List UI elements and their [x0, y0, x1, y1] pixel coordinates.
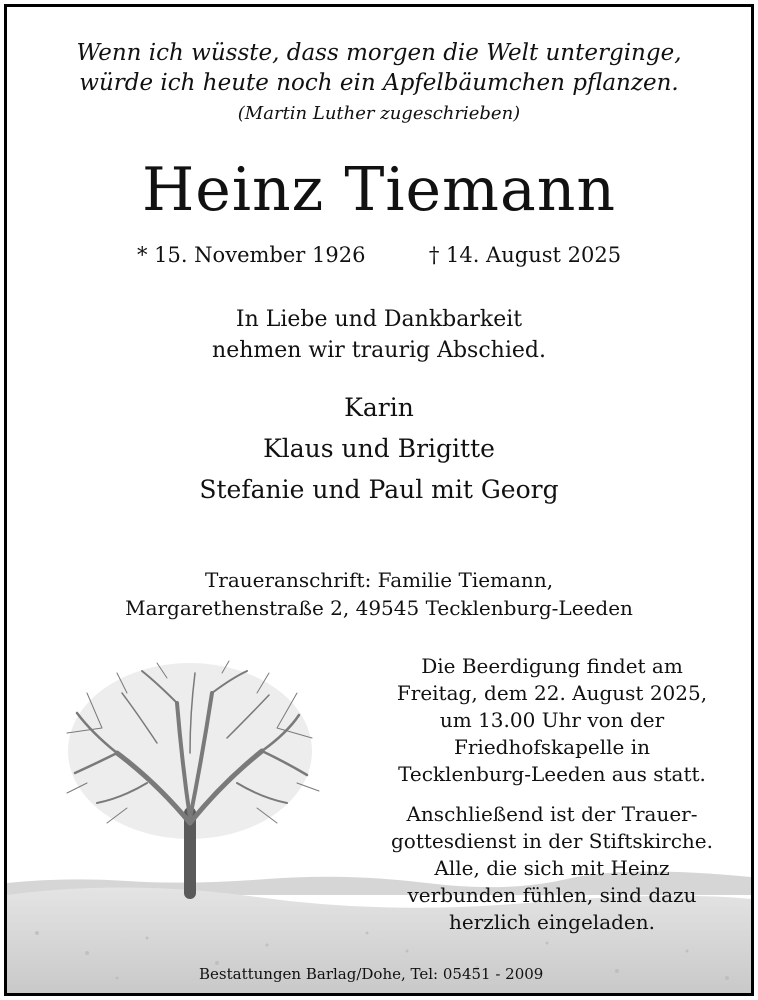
funeral-line-2: Freitag, dem 22. August 2025, — [396, 681, 708, 705]
birth-date: * 15. November 1926 — [136, 243, 366, 267]
service-line-3: Alle, die sich mit Heinz — [434, 856, 670, 880]
service-line-4: verbunden fühlen, sind dazu — [407, 883, 697, 907]
quote-attribution: (Martin Luther zugeschrieben) — [237, 103, 521, 124]
mourning-address-line-2: Margarethenstraße 2, 49545 Tecklenburg-Leeden — [125, 596, 633, 620]
message-line-1: In Liebe und Dankbarkeit — [235, 307, 523, 332]
service-info — [367, 801, 737, 936]
funeral-line-1: Die Beerdigung findet am — [421, 654, 683, 678]
mourning-address-line-1: Traueranschrift: Familie Tiemann, — [204, 568, 554, 592]
service-line-2: gottesdienst in der Stiftskirche. — [391, 829, 713, 853]
family-member-3: Stefanie und Paul mit Georg — [199, 475, 559, 504]
service-line-5: herzlich eingeladen. — [449, 910, 655, 934]
deceased-name: Heinz Tiemann — [141, 155, 616, 225]
life-dates — [7, 243, 751, 267]
message-line-2: nehmen wir traurig Abschied. — [212, 338, 546, 363]
service-line-1: Anschließend ist der Trauer- — [406, 802, 698, 826]
family-member-2: Klaus und Brigitte — [263, 434, 495, 463]
death-date: † 14. August 2025 — [428, 243, 622, 267]
funeral-line-3: um 13.00 Uhr von der — [439, 708, 665, 732]
undertaker-credit: Bestattungen Barlag/Dohe, Tel: 05451 - 2009 — [199, 965, 544, 983]
quote-line-2: würde ich heute noch ein Apfelbäumchen pflanzen. — [79, 70, 679, 96]
funeral-line-5: Tecklenburg-Leeden aus statt. — [398, 762, 706, 786]
funeral-line-4: Friedhofskapelle in — [453, 735, 650, 759]
quote-line-1: Wenn ich wüsste, dass morgen die Welt unterginge, — [76, 40, 682, 66]
funeral-info — [367, 653, 737, 788]
family-member-1: Karin — [344, 393, 414, 422]
obituary-notice — [4, 4, 754, 996]
